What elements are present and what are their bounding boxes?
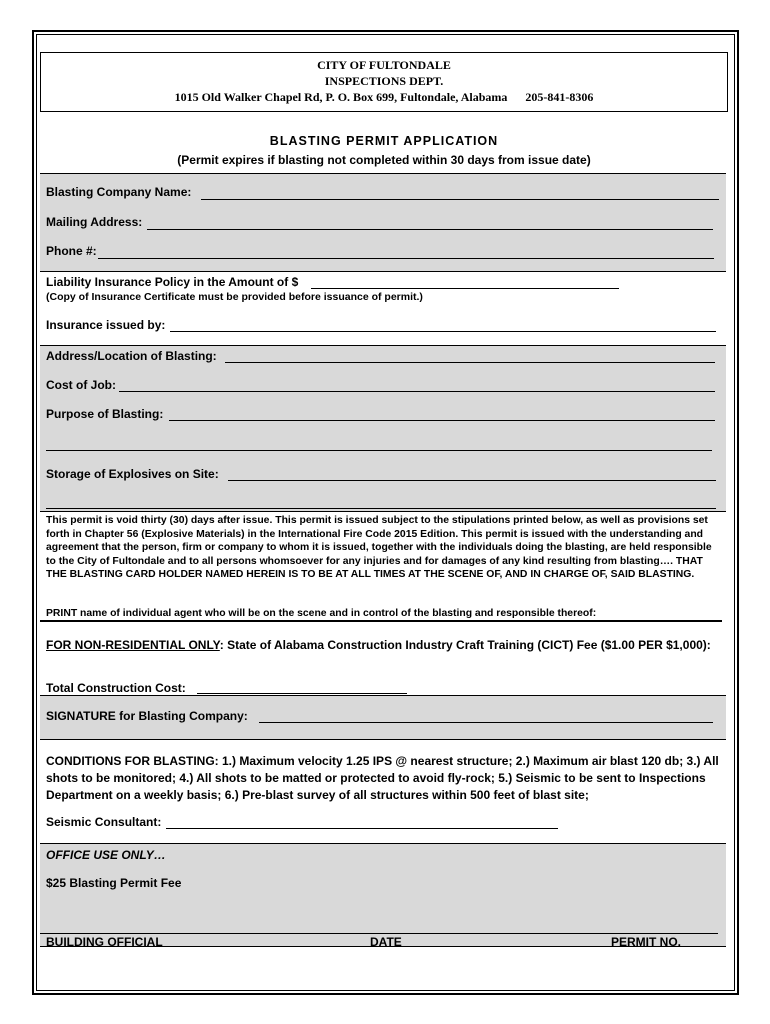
letterhead (40, 52, 728, 112)
permit-fee-label: $25 Blasting Permit Fee (46, 876, 182, 890)
liability-amount-field[interactable] (311, 288, 619, 289)
non-residential-fee-text: : State of Alabama Construction Industry Craft Training (CICT) Fee ($1.00 PER $1,000): (219, 638, 711, 652)
non-residential-text (46, 637, 718, 653)
mailing-address-field[interactable] (147, 229, 713, 230)
liability-label: Liability Insurance Policy in the Amount of $ (46, 275, 299, 289)
print-name-field[interactable] (40, 620, 722, 622)
form-subtitle: (Permit expires if blasting not completed within 30 days from issue date) (177, 153, 591, 167)
purpose-field-line-2[interactable] (46, 450, 712, 451)
permit-number-label: PERMIT NO. (611, 935, 682, 949)
company-name-label: Blasting Company Name: (46, 185, 192, 199)
total-cost-label: Total Construction Cost: (46, 681, 186, 695)
signature-label: SIGNATURE for Blasting Company: (46, 709, 248, 723)
terms-text: This permit is void thirty (30) days after issue. This permit is issued subject to the stipulations printed below, as well as provisions set forth in Chapter 56 (Explosive Materials) in the International Fire Code 2015 Edition. This permit is issued with the understanding and agreement that the person, firm or company to whom it is issued, together with the individuals doing the blasting, are held responsible to the City of Fultondale and to all persons whomsoever for any injuries and for damages of any kind resulting from blasting…. THAT THE BLASTING CARD HOLDER NAMED HEREIN IS TO BE AT ALL TIMES AT THE SCENE OF, AND IN CHARGE OF, SAID BLASTING. (46, 515, 712, 580)
phone-label: Phone #: (46, 244, 97, 258)
company-name-field[interactable] (201, 199, 719, 200)
non-residential-label: FOR NON-RESIDENTIAL ONLY (46, 638, 220, 652)
mailing-address-label: Mailing Address: (46, 215, 143, 229)
date-label: DATE (370, 935, 402, 949)
department-name: INSPECTIONS DEPT. (324, 74, 444, 88)
insurer-label: Insurance issued by: (46, 318, 166, 332)
total-cost-field[interactable] (197, 693, 407, 694)
storage-field[interactable] (228, 480, 716, 481)
blasting-details-section (40, 345, 726, 511)
storage-label: Storage of Explosives on Site: (46, 467, 219, 481)
location-field[interactable] (225, 362, 715, 363)
seismic-consultant-label: Seismic Consultant: (46, 815, 162, 829)
purpose-label: Purpose of Blasting: (46, 407, 164, 421)
print-name-label: PRINT name of individual agent who will be on the scene and in control of the blasting and responsible thereof: (46, 608, 597, 619)
seismic-consultant-field[interactable] (166, 828, 558, 829)
cost-field[interactable] (119, 391, 715, 392)
office-signature-line[interactable] (40, 933, 718, 934)
city-name: CITY OF FULTONDALE (317, 58, 451, 72)
purpose-field[interactable] (169, 420, 715, 421)
building-official-label: BUILDING OFFICIAL (46, 935, 163, 949)
insurer-field[interactable] (170, 331, 716, 332)
phone-field[interactable] (98, 258, 714, 259)
cost-label: Cost of Job: (46, 378, 116, 392)
conditions-text: CONDITIONS FOR BLASTING: 1.) Maximum velocity 1.25 IPS @ nearest structure; 2.) Maximum air blast 120 db; 3.) All shots to be monitored; 4.) All shots to be matted or protected to avoid fly-rock; 5.) Seismic to be sent to Inspections Department on a weekly basis; 6.) Pre-blast survey of all structures within 500 feet of blast site; (46, 754, 719, 802)
location-label: Address/Location of Blasting: (46, 349, 217, 363)
office-use-label: OFFICE USE ONLY… (46, 848, 166, 862)
department-address: 1015 Old Walker Chapel Rd, P. O. Box 699, Fultondale, Alabama 205-841-8306 (174, 90, 594, 104)
storage-field-line-2[interactable] (46, 508, 716, 509)
liability-note: (Copy of Insurance Certificate must be provided before issuance of permit.) (46, 291, 423, 303)
form-title: BLASTING PERMIT APPLICATION (269, 134, 499, 148)
signature-field[interactable] (259, 722, 713, 723)
